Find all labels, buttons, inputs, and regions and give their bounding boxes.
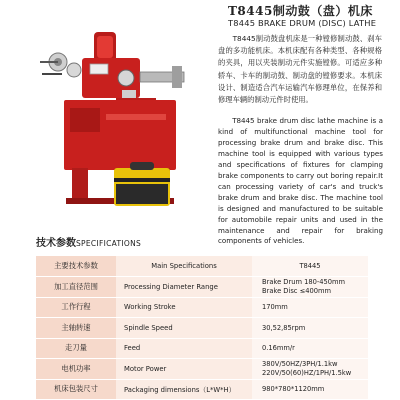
product-title-en: T8445 BRAKE DRUM (DISC) LATHE xyxy=(228,18,377,28)
row-value-line1: Brake Drum 180-450mm xyxy=(262,278,346,287)
row-label-zh: 走刀量 xyxy=(36,338,116,359)
header-model: T8445 xyxy=(252,256,368,277)
specifications-heading-en: SPECIFICATIONS xyxy=(76,239,142,248)
row-label-zh: 电机功率 xyxy=(36,359,116,380)
row-value-line2: Brake Disc ≤400mm xyxy=(262,286,332,295)
table-row xyxy=(36,318,368,339)
row-value: 170mm xyxy=(252,297,368,318)
row-value-line1: 380V/50HZ/3PH/1.1kw xyxy=(262,360,338,369)
table-row xyxy=(36,379,368,400)
row-label-en: Packaging dimensions（L*W*H） xyxy=(116,379,252,400)
header-en: Main Specifications xyxy=(116,256,252,277)
row-value: 0.16mm/r xyxy=(252,338,368,359)
row-label-en: Feed xyxy=(116,338,252,359)
row-value-line2: 220V/50(60)HZ/1PH/1.5kw xyxy=(262,368,352,377)
row-label-zh: 加工直径范围 xyxy=(36,277,116,298)
brake-lathe-machine-image xyxy=(22,28,212,218)
row-label-zh: 主轴转速 xyxy=(36,318,116,339)
row-label-en: Working Stroke xyxy=(116,297,252,318)
specifications-heading xyxy=(36,234,141,249)
table-row xyxy=(36,338,368,359)
row-value: 30,52,85rpm xyxy=(252,318,368,339)
row-value xyxy=(252,359,368,380)
row-value: 980*780*1120mm xyxy=(252,379,368,400)
row-label-zh: 工作行程 xyxy=(36,297,116,318)
table-row xyxy=(36,277,368,298)
description-en: T8445 brake drum disc lathe machine is a kind of multifunctional machine tool for processing brake drum and brake disc. This machine tool is equipped with various types and specifications of fixtures for clamping brake components to carry out boring repair.It can processing variety of car's and truck's brake drum and brake disc. The machine tool is designed and manufactured to be suitable for automobile repair units and used in the maintenance and repair for braking components of vehicles. xyxy=(218,116,383,246)
row-label-en: Motor Power xyxy=(116,359,252,380)
table-header-row xyxy=(36,256,368,277)
table-row xyxy=(36,297,368,318)
product-title-zh: T8445制动鼓（盘）机床 xyxy=(228,4,373,18)
table-row xyxy=(36,359,368,380)
specifications-table xyxy=(36,256,368,400)
row-label-zh: 机床包装尺寸 xyxy=(36,379,116,400)
row-label-en: Processing Diameter Range xyxy=(116,277,252,298)
row-label-en: Spindle Speed xyxy=(116,318,252,339)
header-zh: 主要技术参数 xyxy=(36,256,116,277)
row-value xyxy=(252,277,368,298)
specifications-heading-zh: 技术参数 xyxy=(36,238,76,249)
description-zh: T8445制动鼓盘机床是一种镗修制动鼓、刹车盘的多功能机床。本机床配有各种类型、各种规格的夹具，用以夹装制动元件实施镗修。可适应多种轿车、卡车的制动鼓、制动盘的镗修要求。本机床设计、制造适合汽车运输汽车修理单位，在保养和修理车辆的制动元件时使用。 xyxy=(218,34,382,105)
